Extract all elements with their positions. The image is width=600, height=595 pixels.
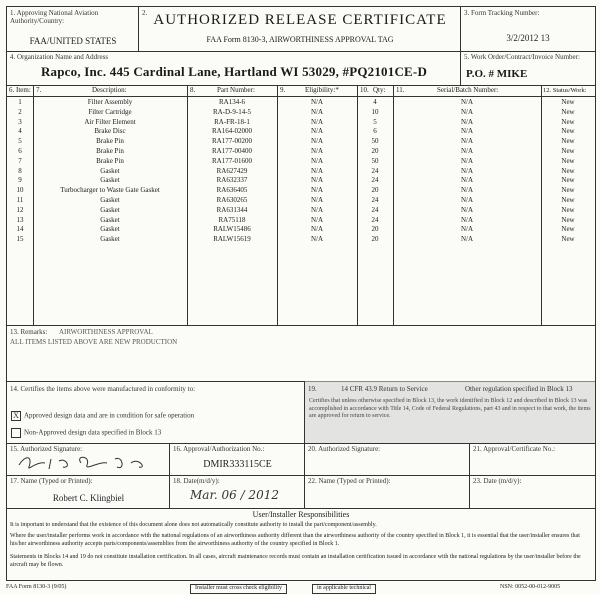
- cell-elig: N/A: [310, 225, 324, 234]
- block-21: [470, 443, 595, 475]
- cell-part: RA177-01600: [211, 156, 253, 165]
- cell-item: 7: [18, 156, 22, 165]
- cell-item: 12: [16, 205, 24, 214]
- items-table: [7, 85, 595, 325]
- cell-qty: 24: [371, 205, 379, 214]
- block-19-label: 19.: [308, 385, 317, 393]
- cell-qty: 20: [371, 235, 379, 244]
- table-row: [7, 206, 595, 216]
- cell-serial: N/A: [460, 176, 474, 185]
- responsibilities-p1: It is important to understand that the existence of this document alone does not automatically constitute authority to install the part/component/assembly.: [10, 522, 377, 528]
- cell-qty: 24: [371, 166, 379, 175]
- cell-elig: N/A: [310, 127, 324, 136]
- cell-part: RALW15486: [213, 225, 251, 234]
- cell-item: 4: [18, 127, 22, 136]
- cell-item: 1: [18, 98, 22, 106]
- cell-qty: 20: [371, 225, 379, 234]
- block-15: [7, 443, 170, 475]
- cell-part: RA75118: [218, 215, 246, 224]
- table-row: [7, 157, 595, 167]
- cell-part: RA177-00200: [211, 137, 253, 146]
- table-row: [7, 176, 595, 186]
- cell-qty: 5: [373, 117, 377, 126]
- cell-serial: N/A: [460, 225, 474, 234]
- block-2-label: 2.: [142, 9, 148, 17]
- block-21-label: 21. Approval/Certificate No.:: [473, 445, 556, 453]
- header-description: Description:: [92, 86, 127, 94]
- responsibilities-title: User/Installer Responsibilities: [252, 510, 350, 519]
- form-title: AUTHORIZED RELEASE CERTIFICATE: [153, 12, 447, 28]
- cell-item: 14: [16, 225, 24, 234]
- table-row: [7, 137, 595, 147]
- cell-part: RALW15619: [213, 235, 251, 244]
- cell-desc: Gasket: [100, 215, 120, 224]
- footer-form-number: FAA Form 8130-3 (9/05): [6, 584, 67, 590]
- cell-desc: Gasket: [100, 196, 120, 204]
- cell-serial: N/A: [460, 186, 474, 195]
- block-18-label: 18. Date(m/d/y):: [173, 477, 220, 485]
- cell-item: 15: [16, 235, 24, 244]
- approved-design-text: Approved design data and are in condition for safe operation: [24, 411, 195, 420]
- cell-item: 5: [18, 137, 22, 146]
- block-1: [7, 7, 139, 51]
- cell-status: New: [561, 205, 575, 214]
- header-part-number: Part Number:: [217, 86, 255, 94]
- cell-elig: N/A: [310, 137, 324, 146]
- block-22: [305, 475, 470, 508]
- header-7: 7.: [36, 86, 42, 94]
- cell-serial: N/A: [460, 205, 474, 214]
- cell-item: 2: [18, 107, 22, 116]
- cell-qty: 4: [373, 98, 377, 106]
- block-4: [7, 51, 461, 85]
- table-row: [7, 225, 595, 235]
- cell-status: New: [561, 215, 575, 224]
- cell-status: New: [561, 196, 575, 204]
- block-20: [305, 443, 470, 475]
- cell-part: RA134-6: [218, 98, 246, 106]
- block-19-other: Other regulation specified in Block 13: [465, 385, 573, 393]
- cell-desc: Brake Pin: [96, 156, 124, 165]
- cell-serial: N/A: [460, 235, 474, 244]
- cell-elig: N/A: [310, 196, 324, 204]
- tracking-number: 3/2/2012 13: [506, 33, 550, 43]
- block-20-label: 20. Authorized Signature:: [308, 445, 381, 453]
- header-status: 12. Status/Work:: [543, 87, 587, 94]
- cell-status: New: [561, 156, 575, 165]
- cell-item: 11: [16, 196, 24, 204]
- cell-desc: Gasket: [100, 176, 120, 185]
- authorized-release-certificate-form: [6, 6, 596, 581]
- block-1-label: 1. Approving National Aviation Authority/Country:: [10, 9, 99, 25]
- cell-qty: 50: [371, 156, 379, 165]
- block-23-label: 23. Date (m/d/y):: [473, 477, 522, 485]
- signed-date: Mar. 06 / 2012: [190, 488, 279, 502]
- cell-elig: N/A: [310, 205, 324, 214]
- table-row: [7, 98, 595, 108]
- table-row: [7, 196, 595, 206]
- table-row: [7, 108, 595, 118]
- cell-qty: 24: [371, 176, 379, 185]
- block-19-title: 14 CFR 43.9 Return to Service: [341, 385, 428, 393]
- cell-status: New: [561, 166, 575, 175]
- cell-part: RA632337: [216, 176, 248, 185]
- block-4-label: 4. Organization Name and Address: [10, 53, 109, 61]
- cell-desc: Air Filter Element: [84, 117, 136, 126]
- block-15-label: 15. Authorized Signature:: [10, 445, 83, 453]
- user-installer-responsibilities: [7, 508, 595, 580]
- cell-serial: N/A: [460, 98, 474, 106]
- cell-item: 3: [18, 117, 22, 126]
- header-qty: Qty:: [373, 86, 386, 94]
- cell-status: New: [561, 147, 575, 155]
- cell-desc: Filter Assembly: [87, 98, 133, 106]
- header-eligibility: Eligibility:*: [305, 86, 339, 94]
- cell-status: New: [561, 127, 575, 136]
- block-17: [7, 475, 170, 508]
- header-serial: Serial/Batch Number:: [437, 86, 499, 94]
- cell-part: RA631344: [216, 205, 248, 214]
- cell-status: New: [561, 186, 575, 195]
- cell-qty: 20: [371, 186, 379, 195]
- responsibilities-p3: Statements in Blocks 14 and 19 do not constitute installation certification. In all cases, aircraft maintenance records must contain an installation certification issued in accordance with the national regulations by the user/installer before the aircraft may be flown.: [10, 554, 581, 568]
- approved-design-checkbox[interactable]: X: [11, 411, 21, 421]
- header-11: 11.: [396, 86, 405, 94]
- cell-desc: Gasket: [100, 166, 120, 175]
- responsibilities-p2: Where the user/installer performs work in accordance with the national regulations of an airworthiness authority different than the airworthiness authority of the country specified in Block 1, it is essential that the user/installer ensures that his/her airworthiness authority accepts parts/components/assemblies from the airworthiness authority of the country specified in Block 1.: [10, 533, 580, 547]
- cell-qty: 10: [371, 107, 379, 116]
- remarks-line-2: ALL ITEMS LISTED ABOVE ARE NEW PRODUCTION: [10, 338, 178, 346]
- cell-item: 13: [16, 215, 24, 224]
- cell-part: RA177-00400: [211, 147, 253, 155]
- cell-elig: N/A: [310, 107, 324, 116]
- header-10: 10.: [360, 86, 369, 94]
- cell-status: New: [561, 107, 575, 116]
- non-approved-design-option[interactable]: [11, 428, 161, 438]
- table-row: [7, 118, 595, 128]
- table-row: [7, 147, 595, 157]
- header-9: 9.: [280, 86, 286, 94]
- block-1-value: FAA/UNITED STATES: [29, 36, 117, 46]
- block-17-label: 17. Name (Typed or Printed):: [10, 477, 93, 485]
- block-19: [305, 381, 595, 443]
- form-subtitle: FAA Form 8130-3, AIRWORTHINESS APPROVAL TAG: [206, 35, 394, 44]
- cell-status: New: [561, 235, 575, 244]
- table-row: [7, 216, 595, 226]
- cell-elig: N/A: [310, 186, 324, 195]
- block-16: [170, 443, 305, 475]
- cell-item: 6: [18, 147, 22, 155]
- cell-part: RA164-02000: [211, 127, 253, 136]
- table-row: [7, 127, 595, 137]
- block-3-label: 3. Form Tracking Number:: [464, 9, 540, 17]
- block-14: [7, 381, 305, 443]
- cell-desc: Gasket: [100, 235, 120, 244]
- non-approved-design-checkbox[interactable]: [11, 428, 21, 438]
- remarks-label: 13. Remarks:: [10, 328, 48, 336]
- cell-part: RA-FR-18-1: [214, 117, 250, 126]
- cell-serial: N/A: [460, 166, 474, 175]
- cell-status: New: [561, 225, 575, 234]
- non-approved-design-text: Non-Approved design data specified in Block 13: [24, 428, 162, 437]
- cell-serial: N/A: [460, 137, 474, 146]
- cell-serial: N/A: [460, 107, 474, 116]
- cell-qty: 24: [371, 196, 379, 204]
- cell-status: New: [561, 137, 575, 146]
- block-3: [461, 7, 595, 51]
- cell-part: RA627429: [216, 166, 248, 175]
- cell-serial: N/A: [460, 196, 474, 204]
- cell-part: RA-D-9-14-5: [212, 107, 252, 116]
- cell-elig: N/A: [310, 98, 324, 106]
- cell-desc: Brake Pin: [96, 147, 124, 155]
- cell-desc: Gasket: [100, 225, 120, 234]
- cell-elig: N/A: [310, 117, 324, 126]
- block-5-label: 5. Work Order/Contract/Invoice Number:: [464, 53, 580, 61]
- cell-elig: N/A: [310, 166, 324, 175]
- cell-serial: N/A: [460, 215, 474, 224]
- cell-qty: 24: [371, 215, 379, 224]
- organization-name-address: Rapco, Inc. 445 Cardinal Lane, Hartland WI 53029, #PQ2101CE-D: [40, 64, 428, 79]
- cell-part: RA636405: [216, 186, 248, 195]
- footer-technical-note: in applicable technical: [312, 584, 376, 594]
- cell-elig: N/A: [310, 215, 324, 224]
- cell-status: New: [561, 117, 575, 126]
- cell-status: New: [561, 98, 575, 106]
- cell-item: 9: [18, 176, 22, 185]
- block-5: [461, 51, 595, 85]
- cell-qty: 20: [371, 147, 379, 155]
- cell-desc: Turbocharger to Waste Gate Gasket: [60, 186, 160, 195]
- table-row: [7, 167, 595, 177]
- cell-elig: N/A: [310, 147, 324, 155]
- cell-desc: Filter Cartridge: [88, 107, 132, 116]
- authorization-number: DMIR333115CE: [203, 459, 272, 470]
- printed-name: Robert C. Klingbiel: [52, 493, 125, 503]
- block-19-text: Certifies that unless otherwise specified in Block 13, the work identified in Block 12 and described in Block 13 was accomplished in accordance with Title 14, Code of Federal Regulations, part 43 and in respect to that work, the items are approved for return to service.: [309, 398, 591, 419]
- remarks-line-1: AIRWORTHINESS APPROVAL: [59, 328, 153, 336]
- cell-desc: Gasket: [100, 205, 120, 214]
- footer-installer-note: Installer must cross check eligibility: [190, 584, 287, 594]
- cell-desc: Brake Disc: [94, 127, 126, 136]
- table-body: [7, 98, 595, 323]
- cell-item: 8: [18, 166, 22, 175]
- cell-serial: N/A: [460, 147, 474, 155]
- work-order-number: P.O. # MIKE: [466, 68, 528, 80]
- cell-serial: N/A: [460, 127, 474, 136]
- cell-item: 10: [16, 186, 24, 195]
- header-item: 6. Item:: [9, 86, 31, 94]
- block-2: [139, 7, 461, 51]
- cell-status: New: [561, 176, 575, 185]
- cell-desc: Brake Pin: [96, 137, 124, 146]
- block-13-remarks: [7, 325, 595, 381]
- block-18: [170, 475, 305, 508]
- cell-serial: N/A: [460, 117, 474, 126]
- cell-serial: N/A: [460, 156, 474, 165]
- cell-qty: 50: [371, 137, 379, 146]
- handwritten-signature: [15, 451, 165, 473]
- block-22-label: 22. Name (Typed or Printed):: [308, 477, 391, 485]
- cell-elig: N/A: [310, 176, 324, 185]
- block-23: [470, 475, 595, 508]
- approved-design-option[interactable]: [11, 411, 194, 421]
- header-8: 8.: [190, 86, 196, 94]
- cell-qty: 6: [373, 127, 377, 136]
- block-16-label: 16. Approval/Authorization No.:: [173, 445, 265, 453]
- table-row: [7, 235, 595, 245]
- cell-elig: N/A: [310, 235, 324, 244]
- table-row: [7, 186, 595, 196]
- footer-nsn: NSN: 0052-00-012-9005: [500, 584, 561, 590]
- cell-elig: N/A: [310, 156, 324, 165]
- block-14-label: 14. Certifies the items above were manufactured in conformity to:: [10, 385, 196, 393]
- cell-part: RA630265: [216, 196, 248, 204]
